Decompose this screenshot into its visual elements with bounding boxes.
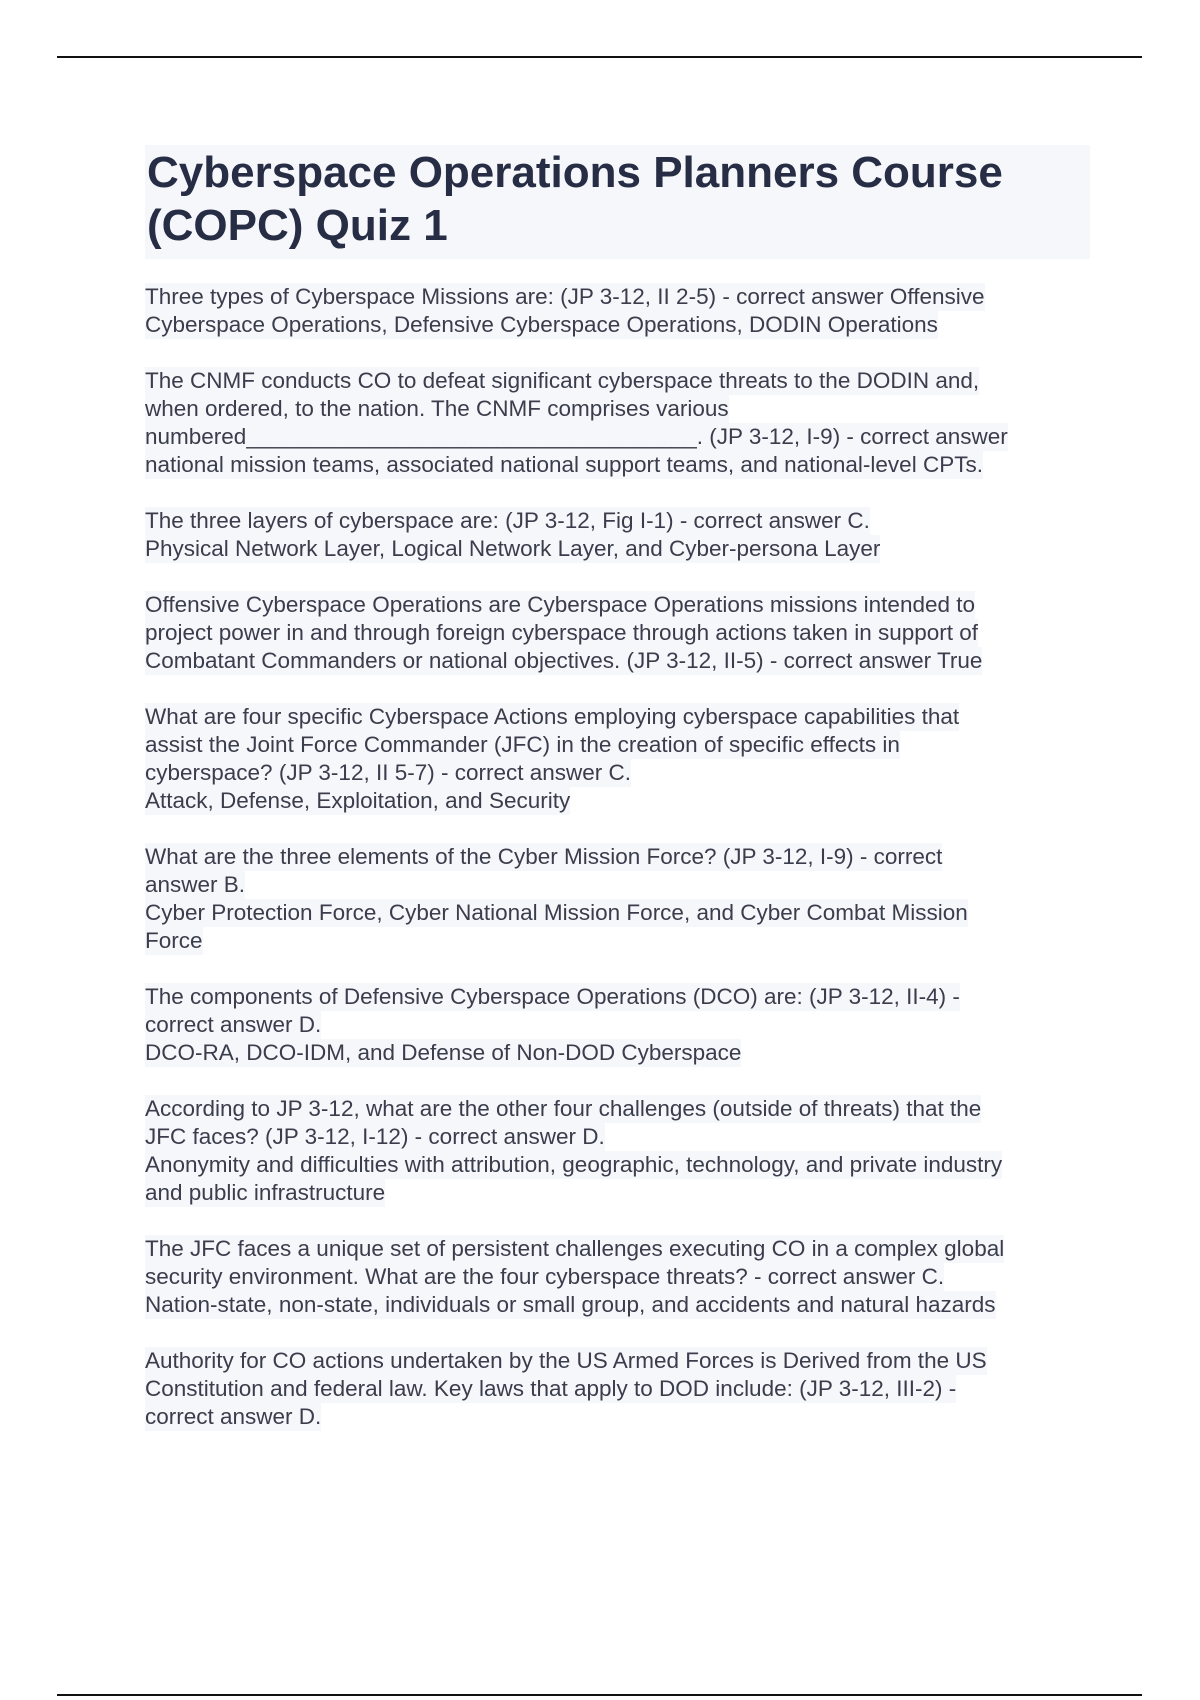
qa-line: Anonymity and difficulties with attribution, geographic, technology, and private industry xyxy=(145,1151,1003,1177)
qa-line: The components of Defensive Cyberspace Operations (DCO) are: (JP 3-12, II-4) - xyxy=(145,983,960,1009)
qa-list xyxy=(145,283,1090,1431)
qa-line: numbered____________________________________. (JP 3-12, I-9) - correct answer xyxy=(145,423,1008,449)
qa-item xyxy=(145,507,1090,563)
qa-line: Combatant Commanders or national objectives. (JP 3-12, II-5) - correct answer True xyxy=(145,647,983,673)
qa-line: The three layers of cyberspace are: (JP 3-12, Fig I-1) - correct answer C. xyxy=(145,507,870,533)
qa-line: national mission teams, associated national support teams, and national-level CPTs. xyxy=(145,451,983,477)
qa-line: JFC faces? (JP 3-12, I-12) - correct answer D. xyxy=(145,1123,605,1149)
qa-line: Force xyxy=(145,927,203,953)
qa-line: What are the three elements of the Cyber Mission Force? (JP 3-12, I-9) - correct xyxy=(145,843,943,869)
qa-line: correct answer D. xyxy=(145,1403,322,1429)
qa-line: when ordered, to the nation. The CNMF comprises various xyxy=(145,395,729,421)
qa-item xyxy=(145,843,1090,955)
qa-line: The CNMF conducts CO to defeat significant cyberspace threats to the DODIN and, xyxy=(145,367,980,393)
qa-line: Nation-state, non-state, individuals or small group, and accidents and natural hazards xyxy=(145,1291,996,1317)
qa-line: Offensive Cyberspace Operations are Cyberspace Operations missions intended to xyxy=(145,591,976,617)
qa-item xyxy=(145,283,1090,339)
qa-line: Physical Network Layer, Logical Network Layer, and Cyber-persona Layer xyxy=(145,535,881,561)
document-title: Cyberspace Operations Planners Course (COPC) Quiz 1 xyxy=(145,145,1090,259)
qa-line: security environment. What are the four cyberspace threats? - correct answer C. xyxy=(145,1263,945,1289)
qa-line: Attack, Defense, Exploitation, and Security xyxy=(145,787,571,813)
qa-item xyxy=(145,1235,1090,1319)
qa-line: The JFC faces a unique set of persistent challenges executing CO in a complex global xyxy=(145,1235,1005,1261)
header-rule xyxy=(57,56,1142,58)
qa-line: DCO-RA, DCO-IDM, and Defense of Non-DOD Cyberspace xyxy=(145,1039,742,1065)
qa-line: correct answer D. xyxy=(145,1011,322,1037)
qa-item xyxy=(145,1347,1090,1431)
qa-line: Constitution and federal law. Key laws that apply to DOD include: (JP 3-12, III-2) - xyxy=(145,1375,957,1401)
qa-line: Three types of Cyberspace Missions are: (JP 3-12, II 2-5) - correct answer Offensive xyxy=(145,283,985,309)
qa-line: Authority for CO actions undertaken by the US Armed Forces is Derived from the US xyxy=(145,1347,987,1373)
qa-line: assist the Joint Force Commander (JFC) in the creation of specific effects in xyxy=(145,731,900,757)
qa-item xyxy=(145,703,1090,815)
qa-item xyxy=(145,591,1090,675)
qa-item xyxy=(145,1095,1090,1207)
footer-rule xyxy=(57,1694,1142,1696)
qa-line: According to JP 3-12, what are the other four challenges (outside of threats) that the xyxy=(145,1095,982,1121)
document-body xyxy=(145,145,1090,1459)
qa-line: and public infrastructure xyxy=(145,1179,386,1205)
qa-line: project power in and through foreign cyberspace through actions taken in support of xyxy=(145,619,979,645)
qa-line: Cyber Protection Force, Cyber National Mission Force, and Cyber Combat Mission xyxy=(145,899,968,925)
qa-line: What are four specific Cyberspace Actions employing cyberspace capabilities that xyxy=(145,703,960,729)
qa-line: answer B. xyxy=(145,871,246,897)
qa-line: cyberspace? (JP 3-12, II 5-7) - correct answer C. xyxy=(145,759,632,785)
qa-line: Cyberspace Operations, Defensive Cyberspace Operations, DODIN Operations xyxy=(145,311,938,337)
qa-item xyxy=(145,983,1090,1067)
qa-item xyxy=(145,367,1090,479)
